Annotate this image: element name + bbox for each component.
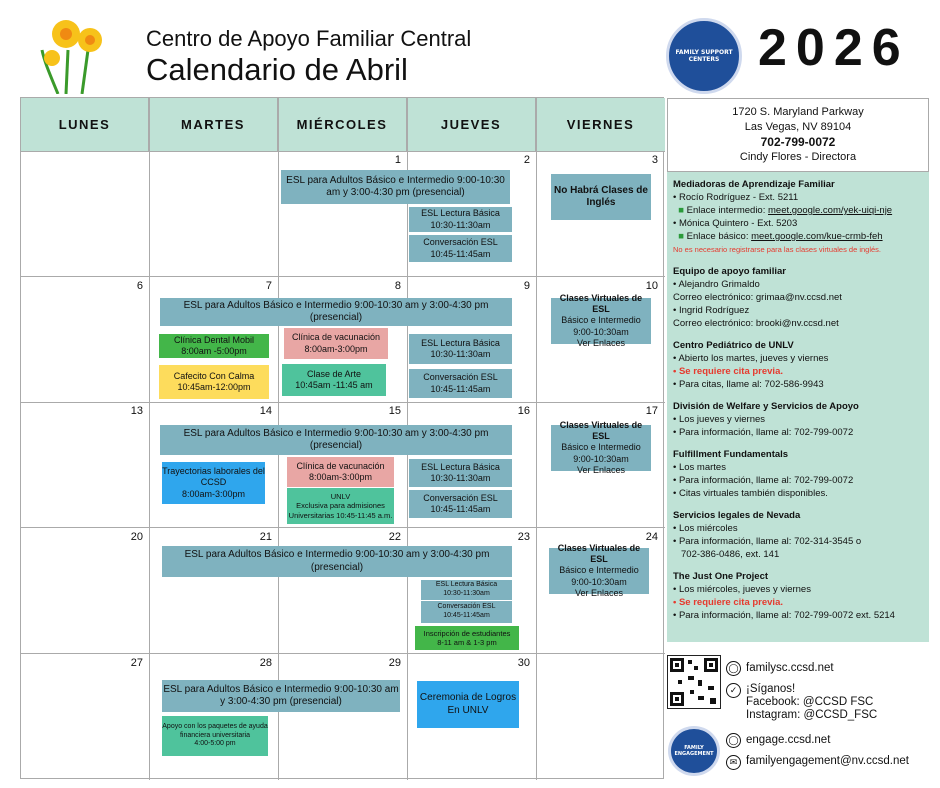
event-esl-week4: ESL para Adultos Básico e Intermedio 9:00-10:30 am y 3:00-4:30 pm (presencial) [162, 546, 512, 577]
day-header-jueves: JUEVES [407, 98, 536, 151]
follow-text: ¡Síganos! [746, 683, 796, 695]
event-conversacion-23: Conversación ESL 10:45-11:45am [421, 601, 512, 623]
date-10: 10 [645, 280, 658, 292]
engage-link[interactable]: engage.ccsd.net [746, 734, 831, 746]
info-line: • Rocío Rodríguez - Ext. 5211 [673, 192, 799, 203]
globe-icon: ◯ [726, 661, 741, 676]
info-line: • Abierto los martes, jueves y viernes [673, 353, 829, 364]
instagram-handle[interactable]: Instagram: @CCSD_FSC [746, 709, 878, 721]
info-title-6: Servicios legales de Nevada [673, 510, 801, 521]
info-line: • Se requiere cita previa. [673, 366, 783, 377]
info-title-1: Mediadoras de Aprendizaje Familiar [673, 179, 835, 190]
info-line: • Citas virtuales también disponibles. [673, 488, 828, 499]
info-link-intermedio[interactable]: ■ Enlace intermedio: meet.google.com/yek-uiqi-nje [678, 205, 893, 216]
info-line: • Alejandro Grimaldo [673, 279, 760, 290]
date-28: 28 [259, 657, 272, 669]
event-conversacion-9: Conversación ESL 10:45-11:45am [409, 369, 512, 398]
date-15: 15 [388, 405, 401, 417]
event-apoyo: Apoyo con los paquetes de ayuda financiera universitaria 4:00-5:00 pm [162, 716, 268, 756]
info-line: • Para información, llame al: 702-799-0072 ext. 5214 [673, 610, 895, 621]
event-virtual-24: Clases Virtuales de ESL Básico e Intermedio 9:00-10:30am Ver Enlaces [549, 548, 649, 594]
event-conversacion-16: Conversación ESL 10:45-11:45am [409, 490, 512, 518]
event-esl-lectura-9: ESL Lectura Básica 10:30-11:30am [409, 334, 512, 364]
event-esl-week1: ESL para Adultos Básico e Intermedio 9:00-10:30 am y 3:00-4:30 pm (presencial) [281, 170, 510, 204]
thumbs-up-icon: ✓ [726, 683, 741, 698]
date-23: 23 [517, 531, 530, 543]
info-title-5: Fulfillment Fundamentals [673, 449, 789, 460]
day-header-viernes: VIERNES [536, 98, 665, 151]
event-trayectorias: Trayectorias laborales del CCSD 8:00am-3:00pm [162, 462, 265, 504]
info-line: • Ingrid Rodríguez [673, 305, 750, 316]
info-link-basico[interactable]: ■ Enlace básico: meet.google.com/kue-crmb-feh [678, 231, 883, 242]
address-line-1: 1720 S. Maryland Parkway [732, 106, 864, 118]
date-13: 13 [130, 405, 143, 417]
info-note: No es necesario registrarse para las clases virtuales de inglés. [673, 245, 882, 254]
info-line: • Para información, llame al: 702-314-3545 o [673, 536, 862, 547]
info-line: • Para citas, llame al: 702-586-9943 [673, 379, 824, 390]
event-conversacion: Conversación ESL 10:45-11:45am [409, 235, 512, 262]
info-title-2: Equipo de apoyo familiar [673, 266, 786, 277]
date-17: 17 [645, 405, 658, 417]
day-header-miercoles: MIÉRCOLES [278, 98, 407, 151]
event-virtual-10: Clases Virtuales de ESL Básico e Intermedio 9:00-10:30am Ver Enlaces [551, 298, 651, 344]
info-panel [667, 172, 929, 642]
event-esl-lectura-23: ESL Lectura Básica 10:30-11:30am [421, 580, 512, 600]
phone: 702-799-0072 [760, 135, 836, 149]
event-vacuna-15: Clínica de vacunación 8:00am-3:00pm [287, 457, 394, 487]
address-line-2: Las Vegas, NV 89104 [744, 121, 852, 133]
email-link[interactable]: familyengagement@nv.ccsd.net [746, 755, 909, 767]
event-unlv: UNLV Exclusiva para admisiones Universitarias 10:45-11:45 a.m. [287, 488, 394, 524]
globe-icon: ◯ [726, 733, 741, 748]
facebook-handle[interactable]: Facebook: @CCSD FSC [746, 696, 874, 708]
daffodil-icon [38, 10, 110, 94]
website-link[interactable]: familysc.ccsd.net [746, 662, 834, 674]
info-line: • Se requiere cita previa. [673, 597, 783, 608]
date-7: 7 [265, 280, 272, 292]
event-ceremonia: Ceremonia de Logros En UNLV [417, 681, 519, 728]
date-20: 20 [130, 531, 143, 543]
day-header-lunes: LUNES [21, 98, 149, 151]
date-6: 6 [136, 280, 143, 292]
event-esl-lectura: ESL Lectura Básica 10:30-11:30am [409, 207, 512, 232]
info-line: • Los martes [673, 462, 726, 473]
page-title: Calendario de Abril [146, 52, 408, 87]
date-22: 22 [388, 531, 401, 543]
event-esl-week5: ESL para Adultos Básico e Intermedio 9:00-10:30 am y 3:00-4:30 pm (presencial) [162, 680, 400, 712]
date-14: 14 [259, 405, 272, 417]
event-esl-week3: ESL para Adultos Básico e Intermedio 9:00-10:30 am y 3:00-4:30 pm (presencial) [160, 425, 512, 455]
event-vacuna-8: Clínica de vacunación 8:00am-3:00pm [284, 328, 388, 359]
info-line: Correo electrónico: brooki@nv.ccsd.net [673, 318, 839, 329]
event-arte: Clase de Arte 10:45am -11:45 am [282, 364, 386, 396]
family-engagement-logo: FAMILY ENGAGEMENT [668, 726, 720, 776]
date-2: 2 [523, 154, 530, 166]
info-line: • Mónica Quintero - Ext. 5203 [673, 218, 798, 229]
info-line: Correo electrónico: grimaa@nv.ccsd.net [673, 292, 842, 303]
qr-code [667, 655, 721, 709]
event-cafecito: Cafecito Con Calma 10:45am-12:00pm [159, 365, 269, 399]
date-8: 8 [394, 280, 401, 292]
mail-icon: ✉ [726, 755, 741, 770]
family-support-logo: FAMILY SUPPORT CENTERS [666, 18, 742, 94]
date-27: 27 [130, 657, 143, 669]
event-esl-week2: ESL para Adultos Básico e Intermedio 9:00-10:30 am y 3:00-4:30 pm (presencial) [160, 298, 512, 326]
date-29: 29 [388, 657, 401, 669]
info-line: • Para información, llame al: 702-799-0072 [673, 475, 854, 486]
info-line: • Los miércoles, jueves y viernes [673, 584, 811, 595]
contact-box [667, 98, 929, 172]
date-24: 24 [645, 531, 658, 543]
info-title-7: The Just One Project [673, 571, 769, 582]
info-line: • Los miércoles [673, 523, 738, 534]
event-dental: Clínica Dental Mobil 8:00am -5:00pm [159, 334, 269, 358]
info-line: 702-386-0486, ext. 141 [681, 549, 780, 560]
date-21: 21 [259, 531, 272, 543]
date-3: 3 [651, 154, 658, 166]
date-1: 1 [394, 154, 401, 166]
event-no-clases: No Habrá Clases de Inglés [551, 174, 651, 220]
event-inscripcion: Inscripción de estudiantes 8-11 am & 1-3 pm [415, 626, 519, 650]
director: Cindy Flores - Directora [739, 151, 857, 163]
event-esl-lectura-16: ESL Lectura Básica 10:30-11:30am [409, 459, 512, 487]
event-virtual-17: Clases Virtuales de ESL Básico e Intermedio 9:00-10:30am Ver Enlaces [551, 425, 651, 471]
day-header-martes: MARTES [149, 98, 278, 151]
info-title-4: División de Welfare y Servicios de Apoyo [673, 401, 859, 412]
org-name: Centro de Apoyo Familiar Central [146, 26, 472, 51]
info-line: • Para información, llame al: 702-799-0072 [673, 427, 854, 438]
year: 2026 [758, 19, 910, 77]
date-16: 16 [517, 405, 530, 417]
info-line: • Los jueves y viernes [673, 414, 766, 425]
date-30: 30 [517, 657, 530, 669]
info-title-3: Centro Pediátrico de UNLV [673, 340, 794, 351]
date-9: 9 [523, 280, 530, 292]
